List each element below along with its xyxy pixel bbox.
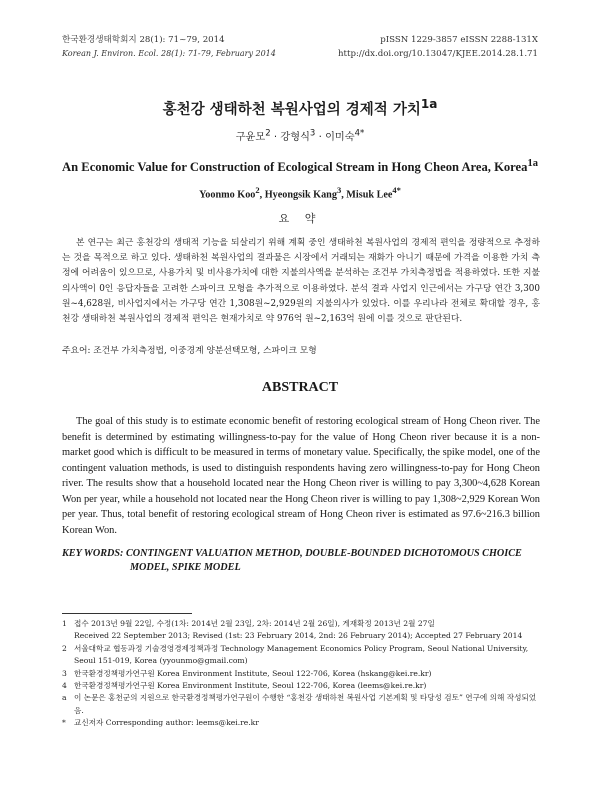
doi-link[interactable]: http://dx.doi.org/10.13047/KJEE.2014.28.1.71	[338, 49, 538, 59]
author-kr-3-sup: 4*	[354, 128, 365, 139]
abstract-korean: 본 연구는 최근 홍천강의 생태적 기능을 되살리기 위해 계획 중인 생태하천 복원사업의 경제적 편익을 정량적으로 추정하는 것을 목적으로 하고 있다. 생태하천 복원사업의 결과물은 시장에서 거래되는 재화가 아니기 때문에 가격을 이용한 가치 측정에 어려움이 있으므로, 사용가치 및 비사용가치에 대한 지불의사액을 분석하는 조건부 가치측정법을 적용하였다. 또한 지불의사액이 0인 응답자들을 고려한 스파이크 모형을 추가적으로 이용하였다. 분석 결과 사업지 인근에서는 가구당 연간 3,300원~4,628원, 비사업지에서는 가구당 연간 1,308원~2,929원의 지불의사가 있었다. 이를 우리나라 전체로 확대할 경우, 홍천강 생태하천 복원사업의 경제적 편익은 현재가치로 약 976억 원~2,163억 원에 이를 것으로 판단된다.	[62, 238, 540, 325]
authors-korean	[0, 128, 600, 143]
footnote-divider	[62, 613, 192, 614]
footnote-text: 한국환경정책평가연구원 Korea Environment Institute, Seoul 122-706, Korea (hskang@kei.re.kr)	[74, 668, 432, 678]
footnote-text: 교신저자 Corresponding author: leems@kei.re.kr	[74, 718, 259, 728]
footnote-item	[62, 643, 542, 668]
author-kr-2: 강형식	[280, 132, 310, 143]
abstract-english: The goal of this study is to estimate economic benefit of restoring ecological stream of Hong Cheon river. The benefit is determined by estimating willingness-to-pay for the value of Hong Cheon river because it is a non-market good which is difficult to be measured in terms of monetary value. Specifically, the spike model, one of the contingent valuation methods, is used to distinguish respondents having zero willingness-to-pay for Hong Cheon river. The results show that a household located near the Hong Cheon river is willing to pay 3,300~4,628 Korean Won per year, while a household not located near the Hong Cheon river is willing to pay 1,308~2,929 Korean Won per year. Thus, total benefit of restoring ecological stream of Hong Cheon river is estimated as 97.6~216.3 billion Korean Won.	[62, 416, 540, 536]
author-en-2: Hyeongsik Kang	[264, 189, 337, 201]
keywords-english-line1: KEY WORDS: CONTINGENT VALUATION METHOD, DOUBLE-BOUNDED DICHOTOMOUS CHOICE	[62, 548, 522, 559]
footnote-text: 서울대학교 협동과정 기술경영경제정책과정 Technology Management Economics Policy Program, Seoul National University,	[74, 643, 529, 653]
footnotes	[62, 618, 542, 730]
author-en-2-sup: 3	[336, 185, 342, 195]
title-english	[0, 158, 600, 175]
footnote-continuation: Seoul 151-019, Korea (yyounmo@gmail.com)	[74, 656, 248, 666]
author-kr-1-sup: 2	[265, 128, 271, 139]
author-en-1-sup: 2	[255, 185, 260, 195]
author-separator: ,	[341, 189, 347, 201]
footnote-marker: 1	[62, 619, 67, 628]
author-en-3: Misuk Lee	[346, 189, 393, 201]
keywords-korean: 주요어: 조건부 가치측정법, 이중경계 양분선택모형, 스파이크 모형	[62, 346, 317, 356]
title-korean	[0, 97, 600, 119]
footnote-item	[62, 692, 542, 717]
footnote-item	[62, 717, 542, 729]
title-korean-sup: 1a	[420, 97, 438, 111]
footnote-item	[62, 680, 542, 692]
author-en-1: Yoonmo Koo	[199, 189, 256, 201]
author-en-3-sup: 4*	[392, 185, 401, 195]
abstract-heading-korean: 요 약	[278, 212, 322, 225]
title-english-sup: 1a	[527, 158, 538, 169]
footnote-text: 한국환경정책평가연구원 Korea Environment Institute, Seoul 122-706, Korea (leems@kei.re.kr)	[74, 681, 427, 691]
footnote-marker: 2	[62, 643, 67, 653]
author-separator: ,	[259, 189, 265, 201]
footnote-item	[62, 618, 542, 643]
footnote-text: 접수 2013년 9월 22일, 수정(1차: 2014년 2월 23일, 2차: 2014년 2월 26일), 게재확정 2013년 2월 27일	[74, 619, 435, 628]
keywords-english-line2: MODEL, SPIKE MODEL	[130, 562, 241, 573]
journal-citation-kr: 한국환경생태학회지 28(1): 71~79, 2014	[62, 35, 225, 45]
authors-english	[0, 185, 600, 200]
title-korean-text: 홍천강 생태하천 복원사업의 경제적 가치	[162, 101, 421, 118]
issn-doi-header	[338, 33, 538, 61]
journal-header	[62, 33, 276, 61]
footnote-marker: 3	[62, 668, 67, 678]
author-kr-3: 이미숙	[325, 132, 355, 143]
author-kr-1: 구윤모	[235, 132, 266, 143]
title-english-text: An Economic Value for Construction of Ecological Stream in Hong Cheon Area, Korea	[62, 160, 528, 175]
author-separator: ·	[270, 132, 281, 143]
author-separator: ·	[315, 132, 326, 143]
keywords-english	[62, 547, 540, 575]
journal-citation-en: Korean J. Environ. Ecol. 28(1): 71-79, February 2014	[62, 49, 276, 58]
footnote-marker: *	[62, 718, 66, 728]
abstract-heading: ABSTRACT	[261, 380, 339, 395]
footnote-continuation: Received 22 September 2013; Revised (1st: 23 February 2014, 2nd: 26 February 2014); Accepted 27 February 2014	[74, 631, 523, 641]
footnote-text: 이 논문은 홍천군의 지원으로 한국환경정책평가연구원이 수행한 “홍천강 생태하천 복원사업 기본계획 및 타당성 검토” 연구에 의해 작성되었음.	[74, 693, 537, 715]
author-kr-2-sup: 3	[309, 128, 316, 139]
footnote-marker: 4	[62, 681, 67, 691]
issn: pISSN 1229-3857 eISSN 2288-131X	[380, 35, 538, 45]
footnote-item	[62, 668, 542, 680]
footnote-marker: a	[62, 693, 67, 703]
